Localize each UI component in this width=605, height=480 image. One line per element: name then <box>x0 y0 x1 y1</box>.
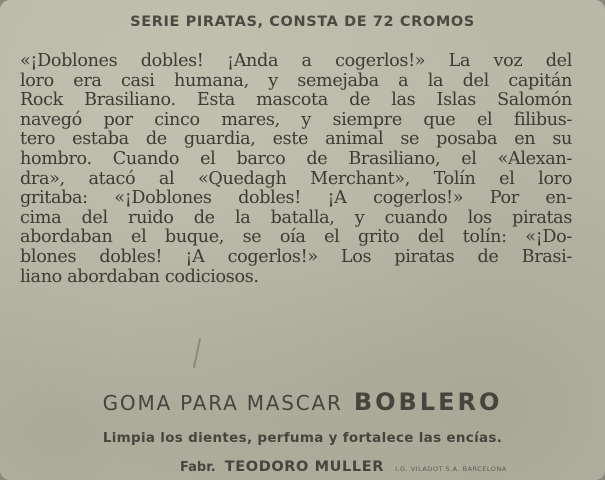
paper-scratch-mark <box>193 338 201 368</box>
brand-line <box>0 388 605 416</box>
brand-name: BOBLERO <box>353 388 503 416</box>
story-line: dra», atacó al «Quedagh Merchant», Tolín el loro <box>20 168 572 189</box>
story-line: Rock Brasiliano. Esta mascota de las Islas Salomón <box>20 90 572 111</box>
story-line: hombro. Cuando el barco de Brasiliano, el «Alexan- <box>20 148 572 169</box>
story-line: tero estaba de guardia, este animal se posaba en su <box>20 129 572 150</box>
story-line: loro era casi humana, y semejaba a la del capitán <box>20 70 572 91</box>
brand-prefix: GOMA PARA MASCAR <box>102 391 343 415</box>
story-line: gritaba: «¡Doblones dobles! ¡A cogerlos!» Por en- <box>20 188 572 209</box>
maker-prefix: Fabr. <box>180 460 216 475</box>
story-line: «¡Doblones dobles! ¡Anda a cogerlos!» La voz del <box>20 51 572 71</box>
series-header: SERIE PIRATAS, CONSTA DE 72 CROMOS <box>130 14 475 30</box>
story-line: navegó por cinco mares, y siempre que el filibus- <box>20 109 572 130</box>
story-line: liano abordaban codiciosos. <box>20 266 259 287</box>
maker-line <box>180 456 507 475</box>
story-text <box>20 52 572 287</box>
story-line: blones dobles! ¡A cogerlos!» Los piratas de Brasi- <box>20 246 572 267</box>
printer-note: I.G. VILADOT S.A. BARCELONA <box>395 465 507 473</box>
story-line: abordaban el buque, se oía el grito del tolín: «¡Do- <box>20 227 572 248</box>
story-line: cima del ruido de la batalla, y cuando los piratas <box>20 207 572 228</box>
maker-name: TEODORO MULLER <box>224 459 384 475</box>
brand-slogan: Limpia los dientes, perfuma y fortalece las encías. <box>102 430 503 446</box>
